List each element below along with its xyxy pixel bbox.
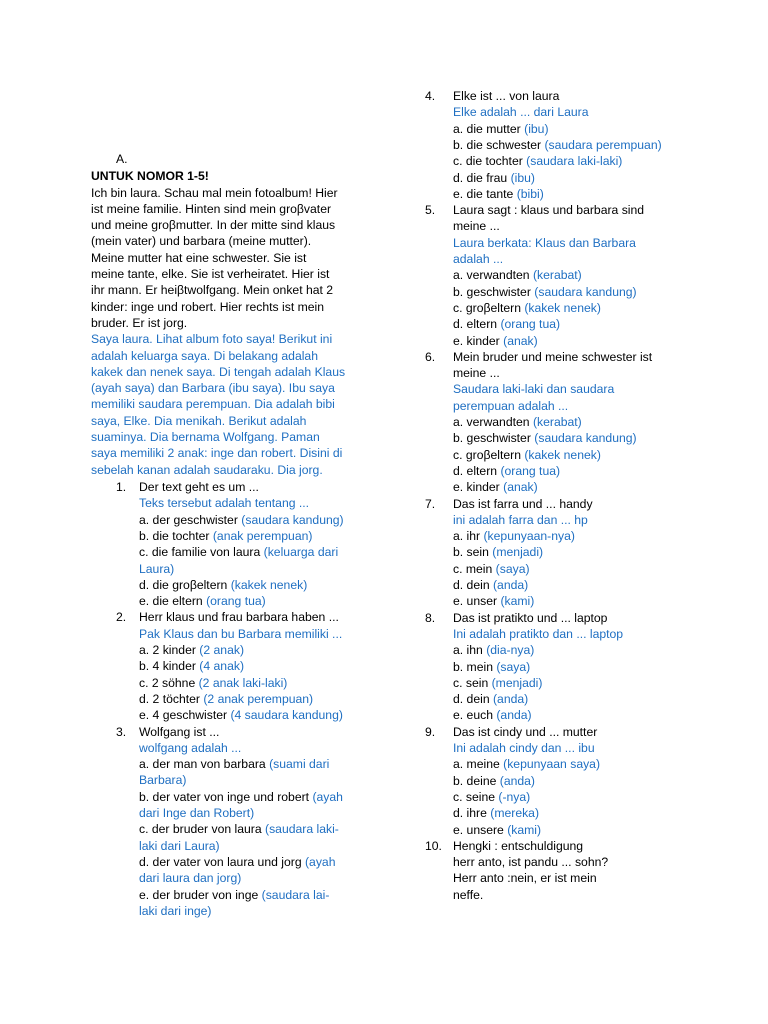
passage-line: ist meine familie. Hinten sind mein groβvater bbox=[91, 201, 332, 216]
translation-text: (mereka) bbox=[490, 806, 540, 821]
question-text: a. der geschwister bbox=[139, 512, 242, 527]
translation-text: (kerabat) bbox=[532, 415, 582, 429]
question-line bbox=[453, 691, 528, 707]
question-line bbox=[139, 740, 241, 756]
translation-text: (suami dari bbox=[269, 757, 330, 772]
translation-line: adalah keluarga saya. Di belakang adalah bbox=[91, 348, 318, 363]
question-line bbox=[453, 202, 644, 218]
question-text: c. sein bbox=[453, 675, 492, 690]
question-text: d. ihre bbox=[453, 806, 491, 821]
question-text: a. verwandten bbox=[453, 268, 533, 283]
translation-text: (kepunyaan-nya) bbox=[483, 529, 575, 544]
passage-line: meine tante, elke. Sie ist verheiratet. Hier ist bbox=[91, 267, 330, 281]
question-line bbox=[453, 447, 601, 463]
question-line bbox=[453, 463, 560, 479]
question-number: 8. bbox=[425, 610, 436, 625]
question-line bbox=[139, 593, 266, 609]
translation-text: ini adalah farra dan ... hp bbox=[453, 512, 588, 527]
question-text: b. deine bbox=[453, 773, 500, 788]
translation-text: (anak perempuan) bbox=[212, 528, 313, 543]
question-line bbox=[453, 593, 534, 609]
question-line bbox=[139, 805, 254, 821]
question-line bbox=[453, 121, 549, 137]
question-text: d. die frau bbox=[453, 170, 511, 185]
translation-text: (kerabat) bbox=[532, 268, 582, 283]
question-text: Mein bruder und meine schwester ist bbox=[453, 349, 653, 364]
translation-text: Laura) bbox=[139, 561, 175, 576]
translation-text: (anak) bbox=[503, 480, 538, 495]
translation-text: (menjadi) bbox=[491, 675, 543, 690]
translation-line: saya memiliki 2 anak: inge dan robert. Disini di bbox=[91, 446, 343, 461]
question-line bbox=[453, 381, 614, 397]
question-line bbox=[139, 707, 343, 723]
question-line bbox=[453, 544, 543, 560]
translation-text: (dia-nya) bbox=[486, 643, 535, 658]
translation-text: Elke adalah ... dari Laura bbox=[453, 105, 589, 120]
question-line bbox=[453, 838, 583, 854]
question-number: 6. bbox=[425, 349, 436, 364]
question-text: Das ist farra und ... handy bbox=[453, 496, 593, 511]
question-text: e. die tante bbox=[453, 186, 517, 201]
passage-line: und meine groβmutter. In der mitte sind klaus bbox=[91, 218, 336, 233]
translation-text: (anda) bbox=[492, 578, 529, 592]
translation-text: (orang tua) bbox=[500, 317, 561, 332]
question-text: herr anto, ist pandu ... sohn? bbox=[453, 855, 609, 870]
question-text: b. 4 kinder bbox=[139, 659, 200, 674]
question-line bbox=[453, 316, 560, 332]
question-text: b. sein bbox=[453, 545, 493, 560]
question-line bbox=[453, 300, 601, 316]
translation-line: memiliki saudara perempuan. Dia adalah bibi bbox=[91, 397, 335, 412]
question-text: Der text geht es um ... bbox=[139, 480, 259, 494]
translation-text: (kakek nenek) bbox=[524, 300, 601, 315]
question-line bbox=[139, 903, 211, 919]
question-line bbox=[453, 137, 662, 153]
question-line bbox=[139, 691, 313, 707]
question-text: a. ihn bbox=[453, 643, 487, 658]
question-line bbox=[453, 528, 575, 544]
question-line bbox=[453, 104, 589, 120]
question-text: Laura sagt : klaus und barbara sind bbox=[453, 203, 645, 218]
question-line bbox=[139, 675, 287, 691]
question-line bbox=[139, 561, 174, 577]
question-text: b. geschwister bbox=[453, 284, 535, 299]
question-line bbox=[139, 870, 241, 886]
question-line bbox=[453, 267, 582, 283]
question-line bbox=[139, 772, 186, 788]
question-number: 1. bbox=[116, 480, 127, 494]
question-line bbox=[453, 186, 544, 202]
question-line bbox=[453, 740, 595, 756]
passage-line: ihr mann. Er heiβtwolfgang. Mein onket hat 2 bbox=[91, 283, 334, 298]
question-line bbox=[453, 170, 535, 186]
question-line bbox=[139, 528, 312, 544]
translation-text: Teks tersebut adalah tentang ... bbox=[139, 496, 310, 511]
question-line bbox=[139, 577, 307, 593]
question-line bbox=[453, 251, 503, 267]
question-number: 3. bbox=[116, 724, 127, 739]
question-line bbox=[139, 495, 309, 511]
translation-text: (bibi) bbox=[516, 186, 544, 201]
question-number: 10. bbox=[425, 838, 442, 853]
translation-text: (4 saudara kandung) bbox=[230, 708, 343, 723]
translation-text: (ibu) bbox=[524, 121, 549, 136]
passage-line: bruder. Er ist jorg. bbox=[91, 315, 188, 330]
question-text: a. meine bbox=[453, 757, 504, 772]
question-line bbox=[453, 724, 597, 740]
question-text: d. die groβeltern bbox=[139, 577, 231, 592]
question-text: d. der vater von laura und jorg bbox=[139, 854, 305, 869]
question-line bbox=[453, 789, 530, 805]
question-text: d. 2 töchter bbox=[139, 691, 204, 706]
question-line bbox=[453, 773, 535, 789]
question-text: c. die familie von laura bbox=[139, 545, 264, 560]
question-line bbox=[453, 854, 608, 870]
question-line bbox=[453, 333, 538, 349]
translation-text: (menjadi) bbox=[492, 545, 544, 560]
question-text: meine ... bbox=[453, 366, 500, 381]
question-text: meine ... bbox=[453, 219, 500, 234]
translation-line: sebelah kanan adalah saudaraku. Dia jorg. bbox=[91, 462, 323, 477]
translation-text: (ayah bbox=[312, 789, 343, 804]
question-line bbox=[453, 756, 600, 772]
question-line bbox=[139, 756, 329, 772]
translation-text: Ini adalah cindy dan ... ibu bbox=[453, 741, 595, 755]
translation-text: dari laura dan jorg) bbox=[139, 871, 242, 886]
question-line bbox=[139, 626, 342, 642]
question-line bbox=[139, 658, 244, 674]
translation-text: adalah ... bbox=[453, 252, 504, 266]
question-text: e. der bruder von inge bbox=[139, 887, 262, 902]
translation-text: (saudara lai- bbox=[261, 887, 330, 902]
question-number: 9. bbox=[425, 724, 436, 739]
translation-text: (kepunyaan saya) bbox=[503, 757, 601, 772]
question-text: a. 2 kinder bbox=[139, 643, 200, 657]
translation-text: laki dari inge) bbox=[139, 903, 212, 918]
question-text: a. die mutter bbox=[453, 121, 525, 136]
translation-text: (ibu) bbox=[510, 170, 535, 185]
question-line bbox=[453, 805, 539, 821]
passage-line: kinder: inge und robert. Hier rechts ist mein bbox=[91, 299, 325, 314]
translation-text: laki dari Laura) bbox=[139, 838, 220, 853]
question-line bbox=[453, 626, 623, 642]
translation-line: kakek dan nenek saya. Di tengah adalah Klaus bbox=[91, 364, 346, 379]
question-line bbox=[139, 838, 220, 854]
question-line bbox=[453, 365, 500, 381]
translation-text: (orang tua) bbox=[500, 463, 561, 478]
passage-line: Meine mutter hat eine schwester. Sie ist bbox=[91, 250, 307, 265]
question-line bbox=[453, 707, 532, 723]
question-line bbox=[139, 479, 259, 495]
translation-text: (saudara kandung) bbox=[534, 431, 637, 446]
question-text: Das ist pratikto und ... laptop bbox=[453, 610, 608, 625]
translation-text: (anda) bbox=[492, 692, 529, 707]
question-text: c. der bruder von laura bbox=[139, 822, 266, 837]
translation-text: Saudara laki-laki dan saudara bbox=[453, 382, 615, 397]
translation-text: Laura berkata: Klaus dan Barbara bbox=[453, 235, 636, 250]
translation-text: wolfgang adalah ... bbox=[139, 740, 242, 755]
translation-line: saya, Elke. Dia menikah. Berikut adalah bbox=[91, 413, 307, 428]
question-text: b. der vater von inge und robert bbox=[139, 789, 313, 804]
question-line bbox=[139, 642, 244, 658]
translation-text: (anda) bbox=[499, 773, 535, 788]
translation-text: Pak Klaus dan bu Barbara memiliki ... bbox=[139, 626, 343, 641]
question-text: a. der man von barbara bbox=[139, 757, 270, 772]
translation-text: (4 anak) bbox=[199, 659, 245, 674]
question-line bbox=[139, 854, 335, 870]
question-number: 5. bbox=[425, 203, 436, 218]
question-number: 7. bbox=[425, 496, 436, 511]
question-line bbox=[453, 610, 607, 626]
translation-text: (keluarga dari bbox=[263, 545, 339, 560]
question-text: Hengki : entschuldigung bbox=[453, 838, 584, 853]
question-text: e. unser bbox=[453, 594, 501, 609]
question-line bbox=[139, 544, 338, 560]
question-line bbox=[453, 479, 538, 495]
question-line bbox=[453, 414, 582, 430]
section-label: A. bbox=[116, 152, 128, 166]
question-line bbox=[453, 512, 588, 528]
question-line bbox=[453, 235, 636, 251]
question-text: e. kinder bbox=[453, 333, 504, 348]
question-text: e. unsere bbox=[453, 822, 508, 837]
question-text: a. ihr bbox=[453, 529, 484, 544]
question-text: c. mein bbox=[453, 561, 496, 576]
translation-text: (kami) bbox=[507, 822, 542, 837]
question-text: e. 4 geschwister bbox=[139, 708, 231, 723]
question-text: a. verwandten bbox=[453, 415, 533, 429]
question-text: e. die eltern bbox=[139, 594, 207, 609]
question-line bbox=[453, 430, 637, 446]
translation-text: (saya) bbox=[495, 561, 530, 576]
translation-text: perempuan adalah ... bbox=[453, 398, 569, 413]
passage-line: (mein vater) und barbara (meine mutter). bbox=[91, 234, 312, 249]
question-text: Elke ist ... von laura bbox=[453, 89, 560, 103]
translation-text: dari Inge dan Robert) bbox=[139, 806, 255, 820]
question-line bbox=[139, 724, 219, 740]
translation-text: (saudara kandung) bbox=[534, 284, 637, 299]
question-line bbox=[453, 88, 559, 104]
question-text: b. die tochter bbox=[139, 528, 213, 543]
question-line bbox=[139, 789, 343, 805]
translation-text: (2 anak laki-laki) bbox=[198, 675, 288, 690]
question-line bbox=[453, 659, 530, 675]
translation-text: (-nya) bbox=[498, 789, 531, 804]
translation-line: Saya laura. Lihat album foto saya! Berikut ini bbox=[91, 332, 333, 347]
translation-text: (kakek nenek) bbox=[524, 447, 601, 462]
question-text: c. groβeltern bbox=[453, 447, 525, 462]
question-line bbox=[453, 577, 528, 593]
question-text: b. geschwister bbox=[453, 431, 535, 446]
translation-text: (saudara laki-laki) bbox=[526, 154, 623, 169]
question-text: b. die schwester bbox=[453, 137, 545, 152]
question-text: d. eltern bbox=[453, 463, 501, 478]
translation-text: Ini adalah pratikto dan ... laptop bbox=[453, 626, 624, 641]
question-text: Das ist cindy und ... mutter bbox=[453, 724, 598, 739]
question-line bbox=[139, 512, 344, 528]
question-number: 2. bbox=[116, 610, 127, 625]
question-line bbox=[139, 821, 339, 837]
question-line bbox=[453, 349, 652, 365]
question-text: c. seine bbox=[453, 789, 499, 804]
question-text: e. euch bbox=[453, 708, 497, 723]
question-line bbox=[453, 822, 541, 838]
question-line bbox=[453, 887, 483, 903]
translation-line: suaminya. Dia bernama Wolfgang. Paman bbox=[91, 430, 320, 444]
passage-line: Ich bin laura. Schau mal mein fotoalbum! Hier bbox=[91, 185, 338, 200]
question-line bbox=[139, 887, 329, 903]
question-line bbox=[453, 218, 500, 234]
translation-line: (ayah saya) dan Barbara (ibu saya). Ibu saya bbox=[91, 381, 335, 396]
question-text: c. die tochter bbox=[453, 154, 527, 169]
question-text: d. eltern bbox=[453, 317, 501, 332]
translation-text: (ayah bbox=[304, 854, 336, 869]
question-line bbox=[453, 153, 622, 169]
question-line bbox=[453, 398, 568, 414]
question-line bbox=[453, 642, 534, 658]
translation-text: (saudara kandung) bbox=[241, 512, 344, 527]
translation-text: (kami) bbox=[500, 594, 535, 609]
translation-text: (orang tua) bbox=[206, 594, 266, 609]
translation-text: (anak) bbox=[503, 333, 538, 348]
translation-text: Barbara) bbox=[139, 773, 187, 788]
translation-text: (saudara perempuan) bbox=[544, 137, 662, 152]
question-number: 4. bbox=[425, 89, 436, 103]
question-line bbox=[453, 675, 542, 691]
question-text: d. dein bbox=[453, 578, 493, 592]
question-text: neffe. bbox=[453, 887, 484, 902]
translation-text: (2 anak perempuan) bbox=[203, 691, 314, 706]
question-text: b. mein bbox=[453, 659, 497, 674]
translation-text: (kakek nenek) bbox=[230, 577, 308, 592]
question-line bbox=[453, 561, 530, 577]
translation-text: (saya) bbox=[496, 659, 531, 674]
question-text: Herr anto :nein, er ist mein bbox=[453, 871, 597, 886]
question-line bbox=[453, 496, 593, 512]
question-text: e. kinder bbox=[453, 480, 504, 495]
translation-text: (anda) bbox=[496, 708, 532, 723]
question-text: Herr klaus und frau barbara haben ... bbox=[139, 610, 339, 625]
question-line bbox=[453, 284, 637, 300]
question-line bbox=[453, 870, 597, 886]
question-text: Wolfgang ist ... bbox=[139, 724, 220, 739]
translation-text: (saudara laki- bbox=[265, 822, 339, 837]
question-text: c. 2 söhne bbox=[139, 675, 199, 690]
heading: UNTUK NOMOR 1-5! bbox=[91, 169, 209, 183]
translation-text: (2 anak) bbox=[199, 643, 245, 657]
question-text: c. groβeltern bbox=[453, 300, 525, 315]
question-line bbox=[139, 609, 339, 625]
question-text: d. dein bbox=[453, 692, 493, 707]
